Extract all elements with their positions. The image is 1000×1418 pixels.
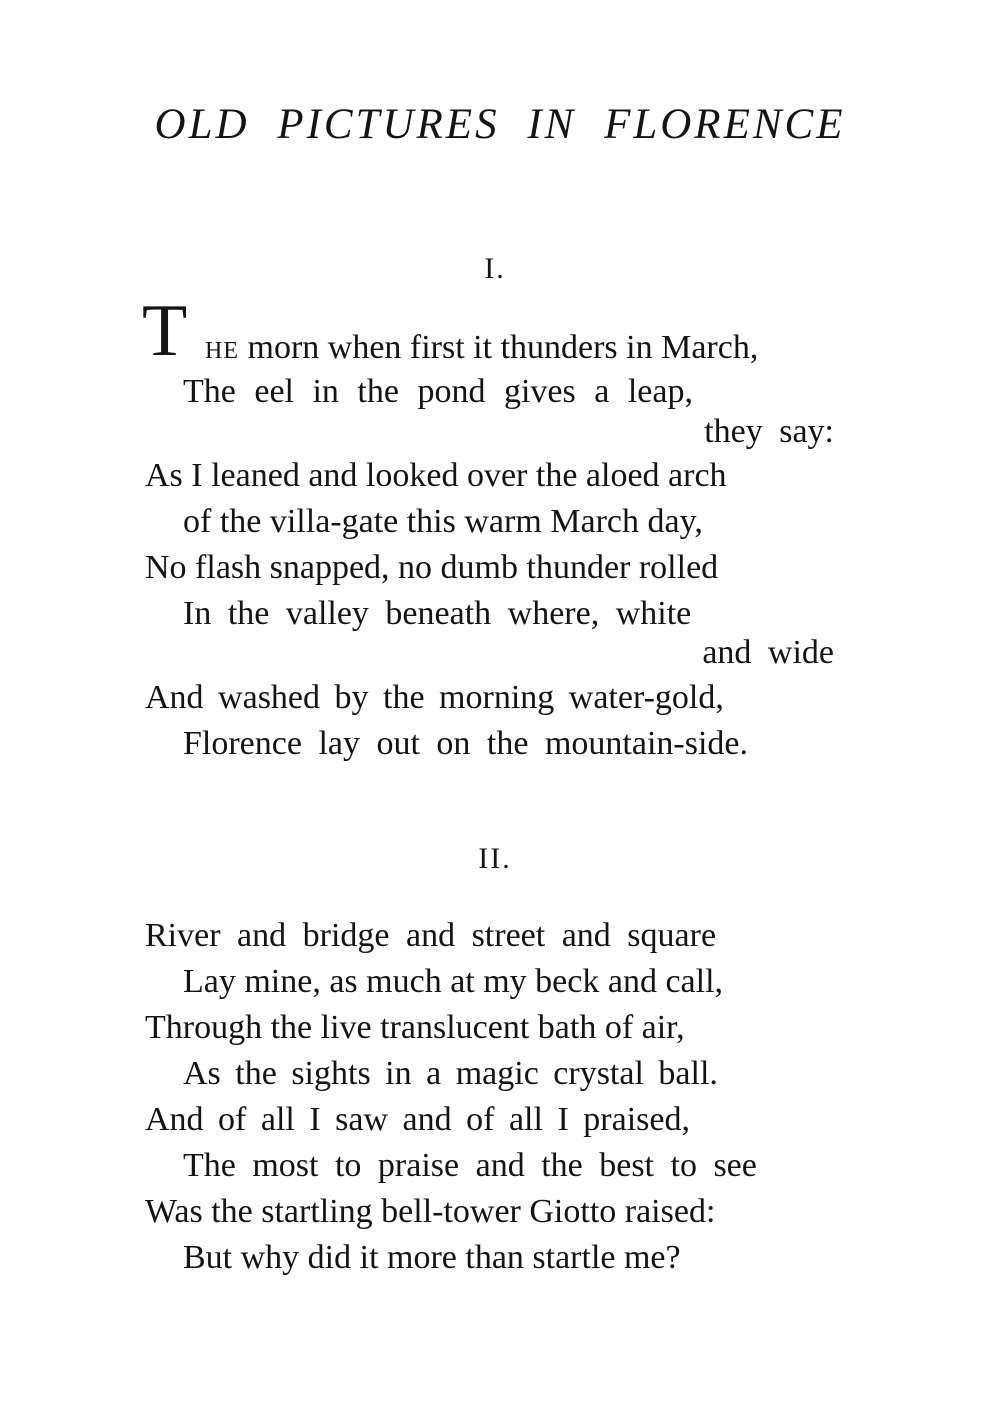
poem-line: And washed by the morning water-gold, xyxy=(145,679,724,716)
poem-line: of the villa-gate this warm March day, xyxy=(183,503,703,540)
poem-line: As I leaned and looked over the aloed arch xyxy=(145,457,727,494)
poem-line: No flash snapped, no dumb thunder rolled xyxy=(145,549,719,586)
poem-line: The eel in the pond gives a leap, xyxy=(183,373,693,410)
poem-line: In the valley beneath where, white xyxy=(183,595,692,632)
poem-line: The most to praise and the best to see xyxy=(183,1147,757,1184)
poem-line: Through the live translucent bath of air, xyxy=(145,1009,685,1046)
poem-line-first xyxy=(205,328,758,371)
poem-line: Was the startling bell-tower Giotto raised: xyxy=(145,1193,716,1230)
poem-line: But why did it more than startle me? xyxy=(183,1239,681,1276)
poem-line: And of all I saw and of all I praised, xyxy=(145,1101,690,1138)
poem-line-runover: and wide xyxy=(702,634,834,671)
section-numeral: I. xyxy=(484,252,506,285)
poem-line: Florence lay out on the mountain-side. xyxy=(183,725,748,762)
section-numeral: II. xyxy=(478,842,512,875)
small-caps-word: HE xyxy=(205,338,239,364)
poem-line: River and bridge and street and square xyxy=(145,917,717,954)
poem-title: OLD PICTURES IN FLORENCE xyxy=(154,101,846,148)
first-line-text: morn when first it thunders in March, xyxy=(239,329,759,366)
poem-line-runover: they say: xyxy=(704,413,834,450)
drop-cap: T xyxy=(142,290,188,372)
poem-line: Lay mine, as much at my beck and call, xyxy=(183,963,724,1000)
poem-line: As the sights in a magic crystal ball. xyxy=(183,1055,718,1092)
